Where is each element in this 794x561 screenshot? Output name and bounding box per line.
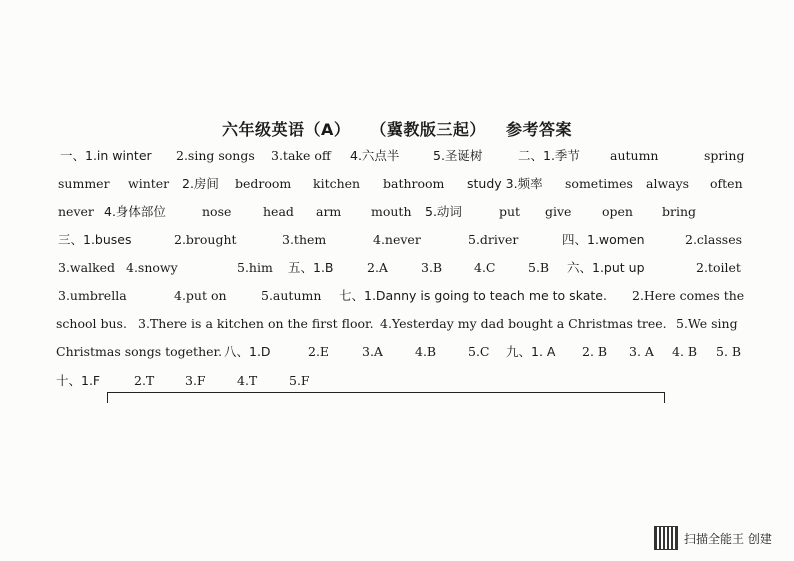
answer-item: 3.umbrella: [58, 288, 127, 303]
answer-item: 六、1.put up: [567, 260, 645, 275]
answer-item: 2.Here comes the: [632, 288, 745, 303]
answer-item: 3.them: [282, 232, 327, 247]
answer-item: winter: [128, 176, 170, 191]
answer-line-5: [56, 256, 746, 280]
answer-item: 3.F: [185, 373, 206, 388]
answer-item: 4. B: [672, 344, 698, 359]
answer-line-7: [56, 312, 746, 336]
answer-line-1: [56, 144, 746, 168]
answer-item: give: [545, 204, 572, 219]
answer-item: 3.walked: [58, 260, 116, 275]
answer-item: bedroom: [235, 176, 292, 191]
answer-line-8: [56, 340, 746, 364]
answer-item: 十、1.F: [56, 373, 101, 388]
answer-item: 4.never: [373, 232, 421, 247]
answer-line-3: [56, 200, 746, 224]
answer-item: school bus.: [56, 316, 127, 331]
answer-item: 4.C: [474, 260, 496, 275]
answer-item: open: [602, 204, 633, 219]
answer-item: 3.take off: [271, 148, 331, 163]
answer-item: autumn: [610, 148, 659, 163]
answer-line-4: [56, 228, 746, 252]
answer-line-2: [56, 172, 746, 196]
answer-item: 5.F: [289, 373, 310, 388]
answer-item: 一、1.in winter: [60, 148, 152, 163]
answer-item: 5.autumn: [261, 288, 322, 303]
answer-item: 5.C: [468, 344, 490, 359]
answer-item: put: [499, 204, 521, 219]
answer-item: bring: [662, 204, 697, 219]
answer-item: 三、1.buses: [58, 232, 132, 247]
answer-line-6: [56, 284, 746, 308]
answer-item: 2. B: [582, 344, 608, 359]
answer-item: 3.There is a kitchen on the first floor.: [138, 316, 374, 331]
answer-item: 4.六点半: [350, 148, 400, 163]
title-grade: 六年级英语（A）: [221, 120, 351, 139]
answer-item: 3. A: [629, 344, 654, 359]
answer-item: 2.sing songs: [176, 148, 255, 163]
answer-item: 七、1.Danny is going to teach me to skate.: [339, 288, 607, 303]
answer-item: 4.身体部位: [104, 204, 166, 219]
scanner-watermark: [654, 527, 772, 549]
answer-item: 5.B: [528, 260, 550, 275]
watermark-text: 扫描全能王 创建: [684, 531, 772, 546]
answer-item: 5. B: [716, 344, 742, 359]
answer-item: 3.B: [421, 260, 443, 275]
answer-item: head: [263, 204, 294, 219]
title-edition: （冀教版三起）: [370, 120, 486, 139]
answer-item: 2.房间: [182, 176, 219, 191]
answer-item: 2.toilet: [696, 260, 741, 275]
answer-item: 2.E: [308, 344, 330, 359]
answer-item: spring: [704, 148, 745, 163]
answer-item: study 3.频率: [467, 176, 543, 191]
answer-item: 5.driver: [468, 232, 519, 247]
answer-item: 5.圣诞树: [433, 148, 483, 163]
answer-item: 4.put on: [174, 288, 227, 303]
answer-item: 2.T: [134, 373, 155, 388]
answer-item: 九、1. A: [506, 344, 556, 359]
answer-item: 二、1.季节: [518, 148, 580, 163]
answer-item: arm: [316, 204, 342, 219]
answer-item: kitchen: [313, 176, 361, 191]
answer-item: 2.A: [367, 260, 388, 275]
section-bracket: [107, 392, 665, 403]
answer-item: often: [710, 176, 743, 191]
answer-item: sometimes: [565, 176, 633, 191]
answer-item: never: [58, 204, 94, 219]
answer-item: 3.A: [362, 344, 383, 359]
answer-item: 五、1.B: [288, 260, 334, 275]
answer-item: mouth: [371, 204, 412, 219]
answer-item: always: [646, 176, 690, 191]
answer-item: 4.T: [237, 373, 258, 388]
answer-item: 4.snowy: [126, 260, 178, 275]
answer-item: 5.动词: [425, 204, 462, 219]
answer-item: 四、1.women: [562, 232, 645, 247]
answer-item: Christmas songs together.: [56, 344, 223, 359]
answer-item: 八、1.D: [224, 344, 271, 359]
page-title: [0, 117, 794, 141]
answer-item: 4.B: [415, 344, 437, 359]
qr-code-icon: [654, 526, 678, 550]
answer-item: 2.classes: [685, 232, 743, 247]
answer-line-9: [56, 369, 746, 393]
title-answers: 参考答案: [506, 120, 573, 139]
answer-item: 5.him: [237, 260, 273, 275]
answer-item: 5.We sing: [676, 316, 738, 331]
answer-item: bathroom: [383, 176, 445, 191]
answer-item: 4.Yesterday my dad bought a Christmas tree.: [380, 316, 667, 331]
answer-item: nose: [202, 204, 232, 219]
answer-item: summer: [58, 176, 110, 191]
answer-item: 2.brought: [174, 232, 237, 247]
